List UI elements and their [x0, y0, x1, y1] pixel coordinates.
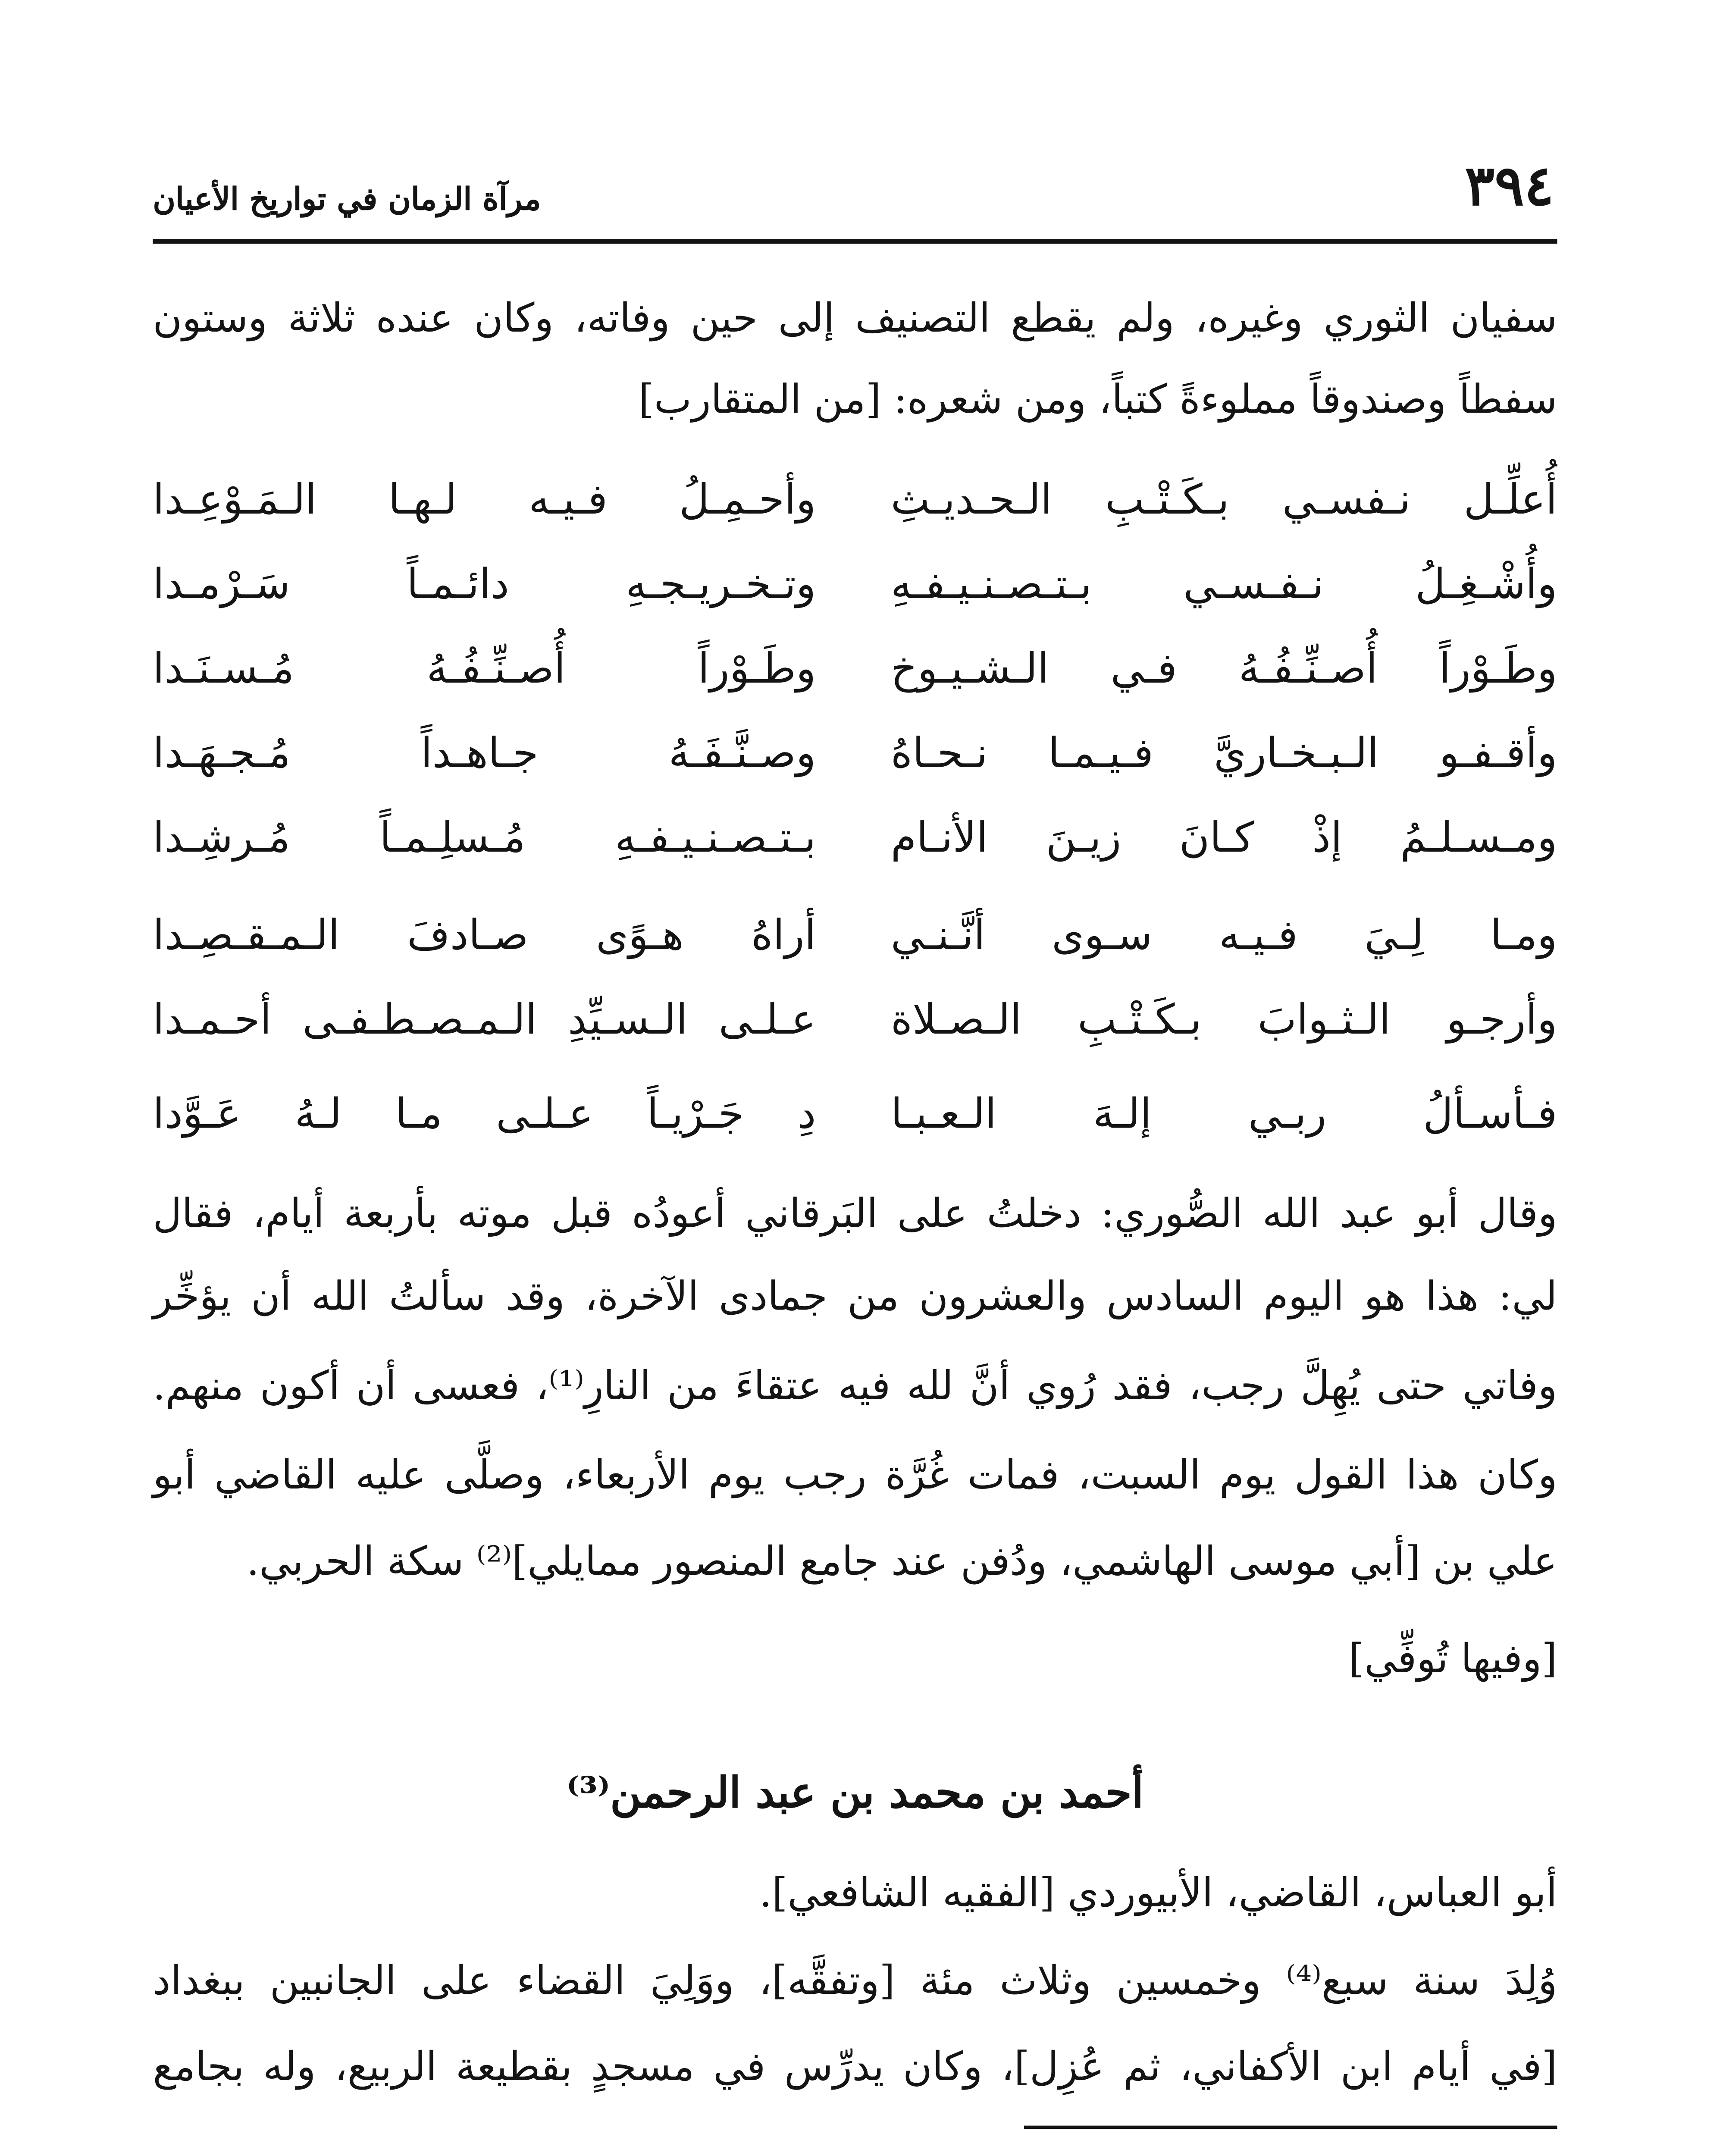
verse-second-hemistich: بـتـصـنـيـفـهِ مُـسلِـمـاً مُـرشِـدا	[153, 814, 816, 863]
text-line: وُلِدَ سنة سبع⁽⁴⁾ وخمسين وثلاث مئة [وتفقَّه]، ووَلِيَ القضاء على الجانبين ببغداد	[153, 1956, 1557, 2004]
running-header-title: مرآة الزمان في تواريخ الأعيان	[153, 182, 541, 218]
text-line: سفيان الثوري وغيره، ولم يقطع التصنيف إلى حين وفاته، وكان عنده ثلاثة وستون	[153, 294, 1557, 342]
page-number: ٣٩٤	[1465, 154, 1554, 219]
text-line: [وفيها تُوفِّي]	[1349, 1635, 1557, 1682]
footnote-rule	[1024, 2126, 1557, 2129]
text-line: لي: هذا هو اليوم السادس والعشرون من جمادى الآخرة، وقد سألتُ الله أن يؤخِّر	[153, 1272, 1557, 1320]
verse-second-hemistich: وصـنَّـفَـهُ جـاهـداً مُـجـهَـدا	[153, 730, 816, 779]
verse-second-hemistich: وأحـمِـلُ فـيـه لـهـا الـمَـوْعِـدا	[153, 476, 816, 525]
verse-first-hemistich: ومـسـلـمُ إذْ كـانَ زيـنَ الأنـام	[890, 814, 1557, 863]
text-line: علي بن [أبي موسى الهاشمي، ودُفن عند جامع المنصور ممايلي]⁽²⁾ سكة الحربي.	[246, 1537, 1557, 1585]
verse-second-hemistich: وتـخـريـجـهِ دائـمـاً سَـرْمـدا	[153, 561, 816, 610]
verse-first-hemistich: وأرجـو الـثـوابَ بـكَـتْـبِ الـصـلاة	[890, 996, 1557, 1045]
text-line: أبو العباس، القاضي، الأبيوردي [الفقيه الشافعي].	[759, 1869, 1557, 1916]
text-line: وفاتي حتى يُهِلَّ رجب، فقد رُوي أنَّ لله فيه عتقاءَ من النارِ⁽¹⁾، فعسى أن أكون منهم.	[153, 1362, 1557, 1409]
text-line: سفطاً وصندوقاً مملوءةً كتباً، ومن شعره: [من المتقارب]	[638, 375, 1557, 423]
verse-second-hemistich: عـلـى الـسـيِّدِ الـمـصـطـفـى أحـمـدا	[153, 996, 816, 1045]
verse-second-hemistich: أراهُ هـوًى صـادفَ الـمـقـصِـدا	[153, 912, 816, 961]
text-line: [في أيام ابن الأكفاني، ثم عُزِل]، وكان يدرِّس في مسجدٍ بقطيعة الربيع، وله بجامع	[153, 2043, 1557, 2090]
header-rule	[153, 239, 1557, 244]
verse-first-hemistich: فـأسـألُ ربـي إلـهَ الـعـبـا	[890, 1090, 1557, 1139]
text-line: وقال أبو عبد الله الصُّوري: دخلتُ على البَرقاني أعودُه قبل موته بأربعة أيام، فقال	[153, 1189, 1557, 1237]
verse-first-hemistich: أُعلِّـل نـفسـي بـكَـتْـبِ الـحـديـثِ	[890, 476, 1557, 525]
verse-first-hemistich: وطَـوْراً أُصـنِّـفُـهُ فـي الـشـيـوخ	[890, 645, 1557, 694]
verse-second-hemistich: دِ جَـرْيـاً عـلـى مـا لـهُ عَـوَّدا	[153, 1090, 816, 1139]
entry-heading: أحمد بن محمد بن عبد الرحمن⁽³⁾	[566, 1770, 1143, 1819]
verse-first-hemistich: وأُشْـغِـلُ نـفـسـي بـتـصـنـيـفـهِ	[890, 561, 1557, 610]
text-line: وكان هذا القول يوم السبت، فمات غُرَّة رجب يوم الأربعاء، وصلَّى عليه القاضي أبو	[153, 1451, 1557, 1498]
verse-first-hemistich: ومـا لِـيَ فـيـه سـوى أنَّـنـي	[890, 912, 1557, 961]
verse-first-hemistich: وأقـفـو الـبـخـاريَّ فـيـمـا نـحـاهُ	[890, 730, 1557, 779]
verse-second-hemistich: وطَـوْراً أُصـنِّـفُـهُ مُـسـنَـدا	[153, 645, 816, 694]
